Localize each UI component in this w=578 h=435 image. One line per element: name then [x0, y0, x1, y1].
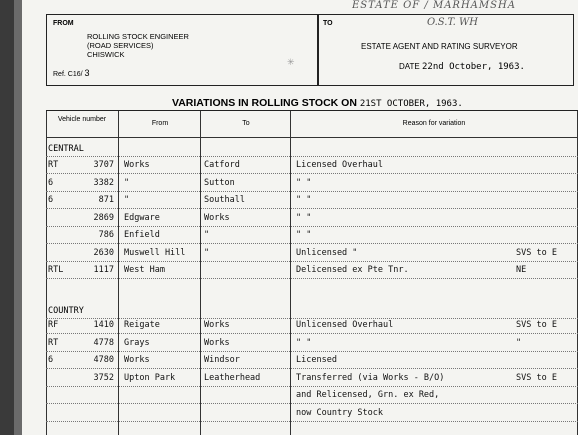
transfer-note: SVS to E	[516, 247, 557, 258]
reason-text: " "	[296, 337, 312, 348]
from-location: Works	[124, 355, 150, 365]
to-location: Sutton	[204, 177, 235, 188]
to-location: Southall	[204, 195, 245, 205]
vehicle-number: 4780	[93, 355, 114, 365]
from-line-2: (ROAD SERVICES)	[87, 41, 154, 50]
transfer-note: SVS to E	[516, 372, 557, 383]
title-date: 21ST OCTOBER, 1963.	[359, 99, 463, 109]
header-to: To	[242, 120, 250, 127]
memo-header	[46, 14, 574, 86]
reason-text: now Country Stock	[296, 407, 383, 418]
from-line-1: ROLLING STOCK ENGINEER	[87, 32, 189, 41]
reason-text: " "	[296, 177, 312, 188]
from-location: Edgware	[124, 212, 160, 223]
table-row	[46, 192, 578, 209]
vehicle-prefix: 6	[48, 177, 54, 188]
reason-text: Unlicensed Overhaul	[296, 320, 394, 330]
from-label: FROM	[53, 20, 74, 27]
reason-text: " "	[296, 195, 312, 205]
date-label: DATE	[399, 62, 420, 71]
table-row	[46, 405, 578, 422]
header-from: From	[151, 120, 169, 127]
table-row	[46, 175, 578, 192]
from-line-3: CHISWICK	[87, 50, 125, 59]
variations-table	[46, 110, 578, 435]
to-location: Windsor	[204, 355, 240, 365]
stamp-mark: ✳	[287, 57, 295, 67]
to-location: "	[204, 230, 210, 240]
from-location: "	[124, 195, 130, 205]
to-location: Catford	[204, 160, 240, 170]
to-location: Works	[204, 212, 230, 223]
from-location: Enfield	[124, 230, 160, 240]
reason-text: and Relicensed, Grn. ex Red,	[296, 390, 440, 400]
scan-edge	[0, 0, 14, 435]
vehicle-number: 2869	[93, 212, 114, 223]
to-location: Works	[204, 320, 230, 330]
reason-text: Licensed	[296, 355, 337, 365]
table-row	[46, 262, 578, 279]
ref-label: Ref. C16/	[53, 71, 83, 78]
table-row	[46, 335, 578, 352]
vehicle-number: 3707	[93, 160, 114, 170]
date-value: 22nd October, 1963.	[421, 62, 525, 72]
reason-text: Delicensed ex Pte Tnr.	[296, 265, 409, 275]
vehicle-prefix: 6	[48, 195, 54, 205]
reason-text: " "	[296, 212, 312, 223]
ref-value: 3	[84, 68, 90, 78]
vehicle-number: 786	[98, 230, 114, 240]
document-page	[22, 0, 578, 435]
table-row	[46, 227, 578, 244]
vehicle-prefix: RTL	[48, 265, 64, 275]
from-location: Muswell Hill	[124, 247, 186, 258]
vehicle-prefix: RT	[48, 160, 59, 170]
vehicle-number: 1117	[93, 265, 114, 275]
section-label: CENTRAL	[48, 144, 84, 154]
to-location: Works	[204, 337, 230, 348]
handwritten-ost: O.S.T. WH	[427, 17, 479, 28]
table-row	[46, 245, 578, 262]
vehicle-number: 871	[98, 195, 114, 205]
memo-date	[399, 62, 525, 72]
to-label: TO	[323, 20, 333, 27]
table-row	[46, 370, 578, 387]
header-vehicle-number: Vehicle number	[57, 116, 107, 123]
reason-text: Unlicensed "	[296, 247, 358, 258]
table-row	[46, 210, 578, 227]
header-rule	[46, 137, 578, 138]
page-title	[172, 97, 463, 109]
table-row	[46, 387, 578, 404]
reason-text: Licensed Overhaul	[296, 160, 383, 170]
transfer-note: SVS to E	[516, 320, 557, 330]
title-text: VARIATIONS IN ROLLING STOCK ON	[172, 97, 357, 109]
from-location: Reigate	[124, 320, 160, 330]
vehicle-number: 2630	[93, 247, 114, 258]
vehicle-prefix: RT	[48, 337, 59, 348]
memo-divider	[317, 15, 319, 85]
to-recipient: ESTATE AGENT AND RATING SURVEYOR	[361, 42, 518, 51]
table-row	[46, 352, 578, 369]
from-location: West Ham	[124, 265, 165, 275]
table-row	[46, 317, 578, 334]
vehicle-prefix: RF	[48, 320, 59, 330]
from-location: "	[124, 177, 130, 188]
vehicle-number: 4778	[93, 337, 114, 348]
reason-text: " "	[296, 230, 312, 240]
from-location: Works	[124, 160, 150, 170]
reason-text: Transferred (via Works - B/O)	[296, 372, 445, 383]
to-location: "	[204, 247, 210, 258]
from-location: Upton Park	[124, 372, 176, 383]
from-location: Grays	[124, 337, 150, 348]
vehicle-number: 3752	[93, 372, 114, 383]
vehicle-number: 1410	[93, 320, 114, 330]
to-location: Leatherhead	[204, 372, 261, 383]
vehicle-number: 3382	[93, 177, 114, 188]
section-label: COUNTRY	[48, 306, 84, 316]
handwritten-note: ESTATE OF / MARHAMSHA	[352, 0, 516, 11]
reference	[53, 68, 90, 78]
vehicle-prefix: 6	[48, 355, 54, 365]
header-reason: Reason for variation	[402, 120, 466, 127]
transfer-note: "	[516, 337, 522, 348]
table-row	[46, 157, 578, 174]
transfer-note: NE	[516, 265, 527, 275]
